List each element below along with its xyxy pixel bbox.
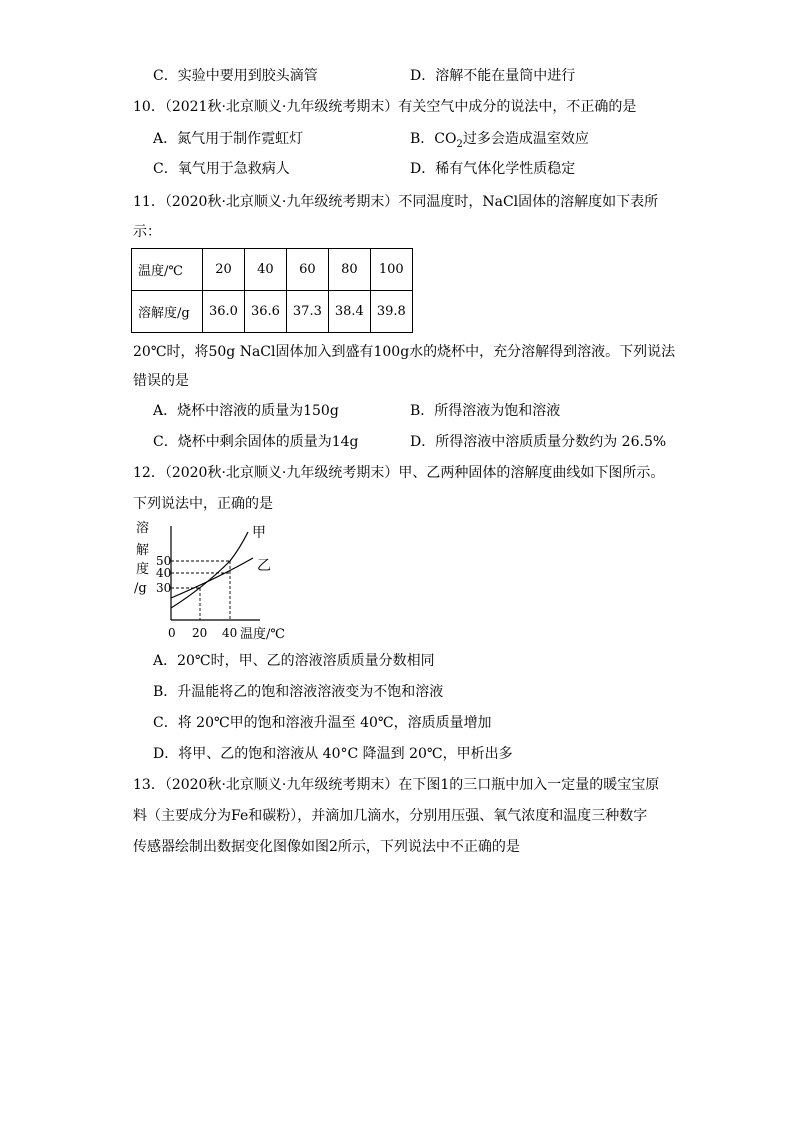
q13-stem-line2: 料（主要成分为Fe和碳粉），并滴加几滴水，分别用压强、氧气浓度和温度三种数字 bbox=[133, 808, 648, 824]
table-cell: 20 bbox=[203, 249, 245, 291]
q11-stem-line2: 示： bbox=[133, 224, 161, 240]
series-label-yi: 乙 bbox=[257, 558, 271, 574]
graph-ylabel-char: 解 bbox=[136, 543, 150, 558]
solubility-curve-graph bbox=[128, 518, 298, 644]
q10-option-d: D．稀有气体化学性质稳定 bbox=[410, 161, 576, 177]
q11-condition-line2: 错误的是 bbox=[133, 373, 189, 389]
graph-ylabel-char: /g bbox=[134, 581, 147, 596]
table-row bbox=[132, 249, 413, 291]
graph-ytick-label: 30 bbox=[156, 581, 172, 595]
graph-ylabel-char: 度 bbox=[136, 562, 150, 577]
table-row-label-solubility: 溶解度/g bbox=[132, 291, 203, 333]
q13-stem-line1: 13．（2020秋·北京顺义·九年级统考期末）在下图1的三口瓶中加入一定量的暖宝宝原 bbox=[133, 777, 660, 793]
table-cell: 40 bbox=[244, 249, 286, 291]
q11-option-a: A．烧杯中溶液的质量为150g bbox=[153, 403, 339, 419]
table-row-label-temperature: 温度/℃ bbox=[132, 249, 203, 291]
q13-stem-line3: 传感器绘制出数据变化图像如图2所示，下列说法中不正确的是 bbox=[133, 839, 520, 855]
table-cell: 80 bbox=[328, 249, 370, 291]
graph-ytick-label: 50 bbox=[156, 554, 172, 568]
solubility-table bbox=[131, 248, 413, 333]
q11-stem-line1: 11．（2020秋·北京顺义·九年级统考期末）不同温度时，NaCl固体的溶解度如下表所 bbox=[133, 194, 659, 210]
q9-option-c: C．实验中要用到胶头滴管 bbox=[153, 68, 318, 84]
graph-xtick-label: 20 bbox=[192, 626, 208, 640]
graph-xtick-label: 0 bbox=[168, 626, 176, 640]
q11-option-b: B．所得溶液为饱和溶液 bbox=[410, 403, 561, 419]
table-cell: 60 bbox=[286, 249, 328, 291]
q12-option-d: D．将甲、乙的饱和溶液从 40°C 降温到 20℃，甲析出多 bbox=[153, 746, 513, 762]
graph-xlabel: 温度/℃ bbox=[240, 627, 285, 642]
q10-option-c: C．氧气用于急救病人 bbox=[153, 161, 290, 177]
table-row bbox=[132, 291, 413, 333]
table-cell: 36.6 bbox=[244, 291, 286, 333]
q12-stem-line1: 12．（2020秋·北京顺义·九年级统考期末）甲、乙两种固体的溶解度曲线如下图所示。 bbox=[133, 465, 665, 481]
table-cell: 100 bbox=[370, 249, 412, 291]
q10-stem: 10．（2021秋·北京顺义·九年级统考期末）有关空气中成分的说法中，不正确的是 bbox=[133, 99, 637, 115]
q12-option-b: B．升温能将乙的饱和溶液溶液变为不饱和溶液 bbox=[153, 684, 444, 700]
q9-option-d: D．溶解不能在量筒中进行 bbox=[410, 68, 576, 84]
q12-option-c: C．将 20℃甲的饱和溶液升温至 40℃，溶质质量增加 bbox=[153, 715, 492, 731]
q10-option-a: A．氮气用于制作霓虹灯 bbox=[153, 131, 304, 147]
table-cell: 39.8 bbox=[370, 291, 412, 333]
curve-jia bbox=[171, 532, 248, 608]
table-cell: 37.3 bbox=[286, 291, 328, 333]
graph-ytick-label: 40 bbox=[156, 566, 172, 580]
graph-ylabel-char: 溶 bbox=[136, 521, 150, 536]
series-label-jia: 甲 bbox=[252, 525, 266, 541]
q12-option-a: A．20℃时，甲、乙的溶液溶质质量分数相同 bbox=[153, 653, 435, 669]
table-cell: 38.4 bbox=[328, 291, 370, 333]
q11-condition-line1: 20℃时，将50g NaCl固体加入到盛有100g水的烧杯中，充分溶解得到溶液。下列说法 bbox=[133, 344, 676, 360]
table-cell: 36.0 bbox=[203, 291, 245, 333]
q12-stem-line2: 下列说法中，正确的是 bbox=[133, 496, 273, 512]
q11-option-d: D．所得溶液中溶质质量分数约为 26.5% bbox=[410, 434, 667, 450]
q10-option-b: B．$CO_2$过多会造成温室效应 bbox=[410, 131, 589, 150]
graph-xtick-label: 40 bbox=[222, 626, 238, 640]
q11-option-c: C．烧杯中剩余固体的质量为14g bbox=[153, 434, 359, 450]
